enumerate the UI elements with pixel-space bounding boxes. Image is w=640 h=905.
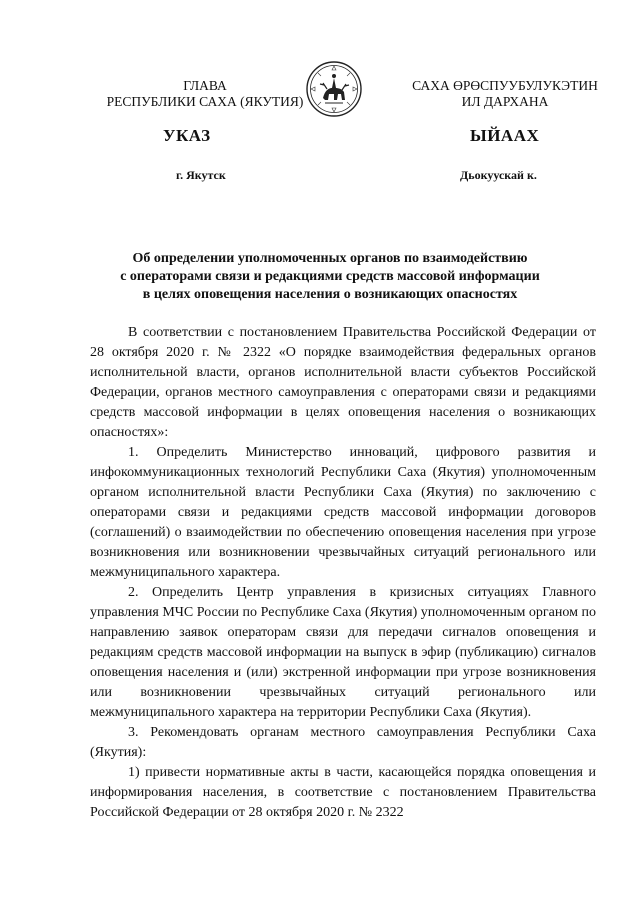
item-1-paragraph: 1. Определить Министерство инноваций, цифрового развития и инфокоммуникационных технологий Республики Саха (Якутия) уполномоченным органом исполнительной власти Республики Саха (Якутия) по заключению с операторами связи и редакциями средств массовой информации договоров (соглашений) о взаимодействии по обеспечению оповещения населения при угрозе возникновения или возникновении чрезвычайных ситуаций регионального или межмуниципального характера. bbox=[90, 445, 596, 580]
title-line-3: в целях оповещения населения о возникающих опасностях bbox=[142, 287, 518, 302]
item-2-paragraph: 2. Определить Центр управления в кризисных ситуациях Главного управления МЧС России по Республике Саха (Якутия) уполномоченным органом по направлению заявок операторам связи для передачи сигналов оповещения и редакциям средств массовой информации на выпуск в эфир (публикацию) сигналов оповещения населения и (или) экстренной информации при угрозе возникновения или возникновении чрезвычайных ситуаций регионального или межмуниципального характера на территории Республики Саха (Якутия). bbox=[90, 585, 596, 720]
item-3-paragraph: 3. Рекомендовать органам местного самоуправления Республики Саха (Якутия): bbox=[90, 725, 596, 760]
issuer-sakha-line1: САХА ӨРӨСПУУБУЛУКЭТИН bbox=[412, 78, 598, 93]
item-3-1-paragraph: 1) привести нормативные акты в части, касающейся порядка оповещения и информирования населения, в соответствие с постановлением Правительства Российской Федерации от 28 октября 2020 г. № 2322 bbox=[90, 765, 596, 820]
title-line-1: Об определении уполномоченных органов по взаимодействию bbox=[132, 251, 528, 266]
city-ru: г. Якутск bbox=[176, 168, 226, 182]
decree-label-sakha: ЫЙААХ bbox=[470, 126, 540, 145]
coat-of-arms-emblem bbox=[305, 60, 363, 118]
city-sakha: Дьокуускай к. bbox=[460, 168, 537, 182]
issuer-ru-line1: ГЛАВА bbox=[183, 78, 227, 93]
title-line-2: с операторами связи и редакциями средств массовой информации bbox=[120, 269, 540, 284]
document-title bbox=[80, 250, 580, 304]
issuer-ru bbox=[90, 78, 320, 110]
issuer-sakha bbox=[380, 78, 630, 110]
document-body bbox=[90, 323, 596, 823]
issuer-sakha-line2: ИЛ ДАРХАНА bbox=[461, 94, 549, 109]
preamble-paragraph: В соответствии с постановлением Правительства Российской Федерации от 28 октября 2020 г. № 2322 «О порядке взаимодействия федеральных органов исполнительной власти, органов исполнительной власти субъектов Российской Федерации, органов местного самоуправления с операторами связи и редакциями средств массовой информации в целях оповещения населения о возникающих опасностях»: bbox=[90, 325, 596, 440]
decree-label-ru: УКАЗ bbox=[163, 126, 211, 145]
issuer-ru-line2: РЕСПУБЛИКИ САХА (ЯКУТИЯ) bbox=[106, 94, 304, 109]
